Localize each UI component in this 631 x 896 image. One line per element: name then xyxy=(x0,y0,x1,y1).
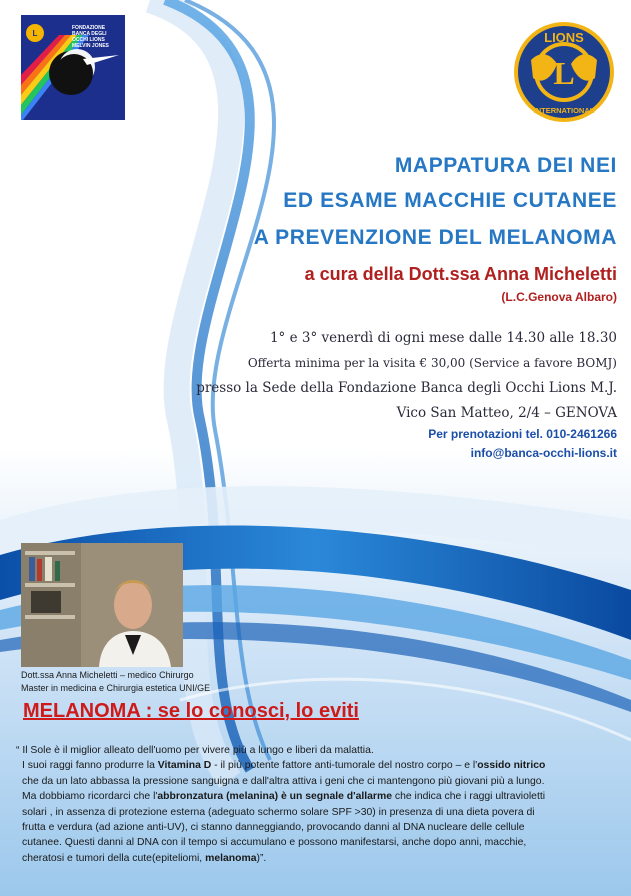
quote-line: cutanee. Questi danni al DNA con il tempo si accumulano e possono manifestarsi, anche dopo anni, macchie, xyxy=(22,837,527,849)
title-line-2: ED ESAME MACCHIE CUTANEE xyxy=(283,189,617,212)
curated-by: a cura della Dott.ssa Anna Micheletti xyxy=(304,264,617,284)
quote-paragraph xyxy=(16,743,624,866)
location-text: presso la Sede della Fondazione Banca degli Occhi Lions M.J. xyxy=(196,380,617,396)
quote-line: che da un lato abbassa la pressione sanguigna e dall'altra attiva i geni che ci mantengono più giovani più a lungo. xyxy=(22,775,545,787)
offer-text: Offerta minima per la visita € 30,00 (Service a favore BOMJ) xyxy=(247,356,617,370)
title-line-3: A PREVENZIONE DEL MELANOMA xyxy=(253,226,617,249)
slogan-heading: MELANOMA : se lo conosci, lo eviti xyxy=(23,700,359,722)
fondazione-name: FONDAZIONE BANCA DEGLI OCCHI LIONS MELVIN JONES xyxy=(72,25,109,49)
quote-line: cheratosi e tumori della cute(epiteliomi, melanoma)”. xyxy=(22,852,267,864)
fondazione-seal-letter: L xyxy=(32,29,38,38)
quote-line: “ Il Sole è il miglior alleato dell'uomo per vivere più a lungo e liberi da malattia. xyxy=(16,745,374,756)
lions-bottom-text: INTERNATIONAL xyxy=(533,106,595,115)
lions-letter: L xyxy=(553,55,575,91)
address-text: Vico San Matteo, 2/4 – GENOVA xyxy=(396,405,617,421)
photo-caption-title: Master in medicina e Chirurgia estetica UNI/GE xyxy=(21,683,211,693)
schedule-text: 1° e 3° venerdì di ogni mese dalle 14.30 alle 18.30 xyxy=(269,330,617,346)
quote-line: solari , in assenza di protezione esterna (adeguato schermo solare SPF >30) in presenza di una dieta povera di xyxy=(22,806,535,818)
title-line-1: MAPPATURA DEI NEI xyxy=(394,154,617,177)
email-link[interactable]: info@banca-occhi-lions.it xyxy=(470,446,617,460)
fondazione-logo xyxy=(21,15,125,120)
quote-line: frutta e verdura (ad azione anti-UV), ci stanno danneggiando, provocando danni al DNA nucleare delle cellule xyxy=(22,822,525,834)
lions-top-text: LIONS xyxy=(544,30,584,45)
lions-international-logo xyxy=(511,20,617,124)
club-name: (L.C.Genova Albaro) xyxy=(501,290,617,304)
photo-caption-name: Dott.ssa Anna Micheletti – medico Chirurgo xyxy=(21,670,194,680)
doctor-photo xyxy=(21,543,183,667)
quote-line: Ma dobbiamo ricordarci che l'abbronzatura (melanina) è un segnale d'allarme che indica che i raggi ultravioletti xyxy=(22,791,546,803)
quote-line: I suoi raggi fanno produrre la Vitamina D - il più potente fattore anti-tumorale del nostro corpo – e l'ossido nitrico xyxy=(22,760,546,772)
phone-text: Per prenotazioni tel. 010-2461266 xyxy=(428,427,617,441)
